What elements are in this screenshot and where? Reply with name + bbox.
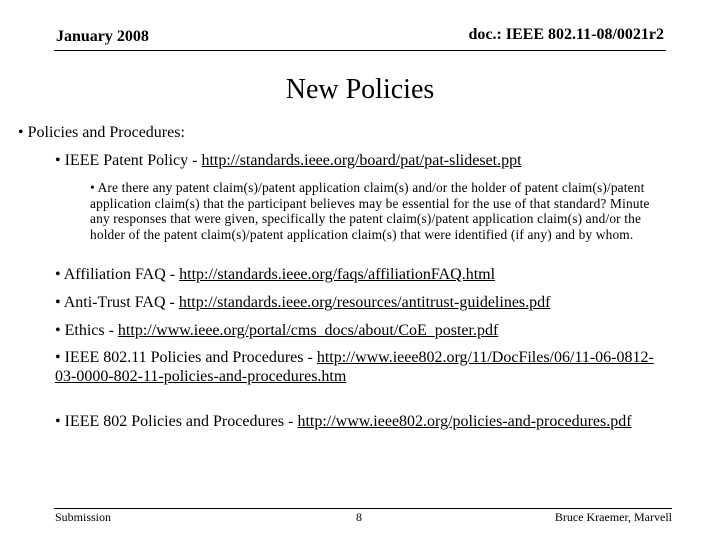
- header-doc-id: doc.: IEEE 802.11-08/0021r2: [468, 26, 664, 43]
- ethics-link[interactable]: http://www.ieee.org/portal/cms_docs/about/CoE_poster.pdf: [117, 322, 499, 339]
- antitrust-faq-label: • Anti-Trust FAQ -: [55, 294, 179, 311]
- patent-policy-link[interactable]: http://standards.ieee.org/board/pat/pat-slideset.ppt: [201, 152, 522, 169]
- affiliation-faq-link[interactable]: http://standards.ieee.org/faqs/affiliationFAQ.html: [179, 266, 496, 283]
- bullet-antitrust-faq: [55, 293, 655, 312]
- header-divider: [54, 50, 666, 51]
- bullet-patent-policy: [55, 151, 655, 170]
- bullet-80211-policies: [55, 348, 655, 386]
- footer-author: Bruce Kraemer, Marvell: [554, 510, 672, 524]
- 802-policies-label: • IEEE 802 Policies and Procedures -: [55, 413, 298, 430]
- ethics-label: • Ethics -: [55, 322, 118, 339]
- 80211-policies-link[interactable]: http://www.ieee802.org/11/DocFiles/06/11-06-0812-03-0000-802-11-policies-and-procedures.htm: [55, 349, 654, 385]
- 80211-policies-label: • IEEE 802.11 Policies and Procedures -: [55, 349, 317, 366]
- antitrust-faq-link[interactable]: http://standards.ieee.org/resources/antitrust-guidelines.pdf: [178, 294, 551, 311]
- bullet-policies-and-procedures: • Policies and Procedures:: [18, 124, 185, 141]
- patent-policy-label: • IEEE Patent Policy -: [55, 152, 202, 169]
- 802-policies-link[interactable]: http://www.ieee802.org/policies-and-procedures.pdf: [297, 413, 632, 430]
- bullet-ethics: [55, 321, 655, 340]
- bullet-802-policies: [55, 412, 655, 431]
- footer-divider: [54, 508, 672, 509]
- bullet-patent-question: • Are there any patent claim(s)/patent application claim(s) and/or the holder of patent claim(s)/patent application claim(s) that the participant believes may be essential for the use of that standard? Minute any responses that were given, specifically the patent claim(s)/patent application claim(s) and/or the holder of the patent claim(s)/patent application claim(s) that were identified (if any) and by whom.: [90, 180, 650, 242]
- slide-title: New Policies: [285, 74, 435, 105]
- footer-page-number: 8: [356, 510, 362, 524]
- header-date: January 2008: [56, 28, 149, 45]
- bullet-affiliation-faq: [55, 265, 655, 284]
- footer-submission: Submission: [55, 510, 112, 524]
- affiliation-faq-label: • Affiliation FAQ -: [55, 266, 180, 283]
